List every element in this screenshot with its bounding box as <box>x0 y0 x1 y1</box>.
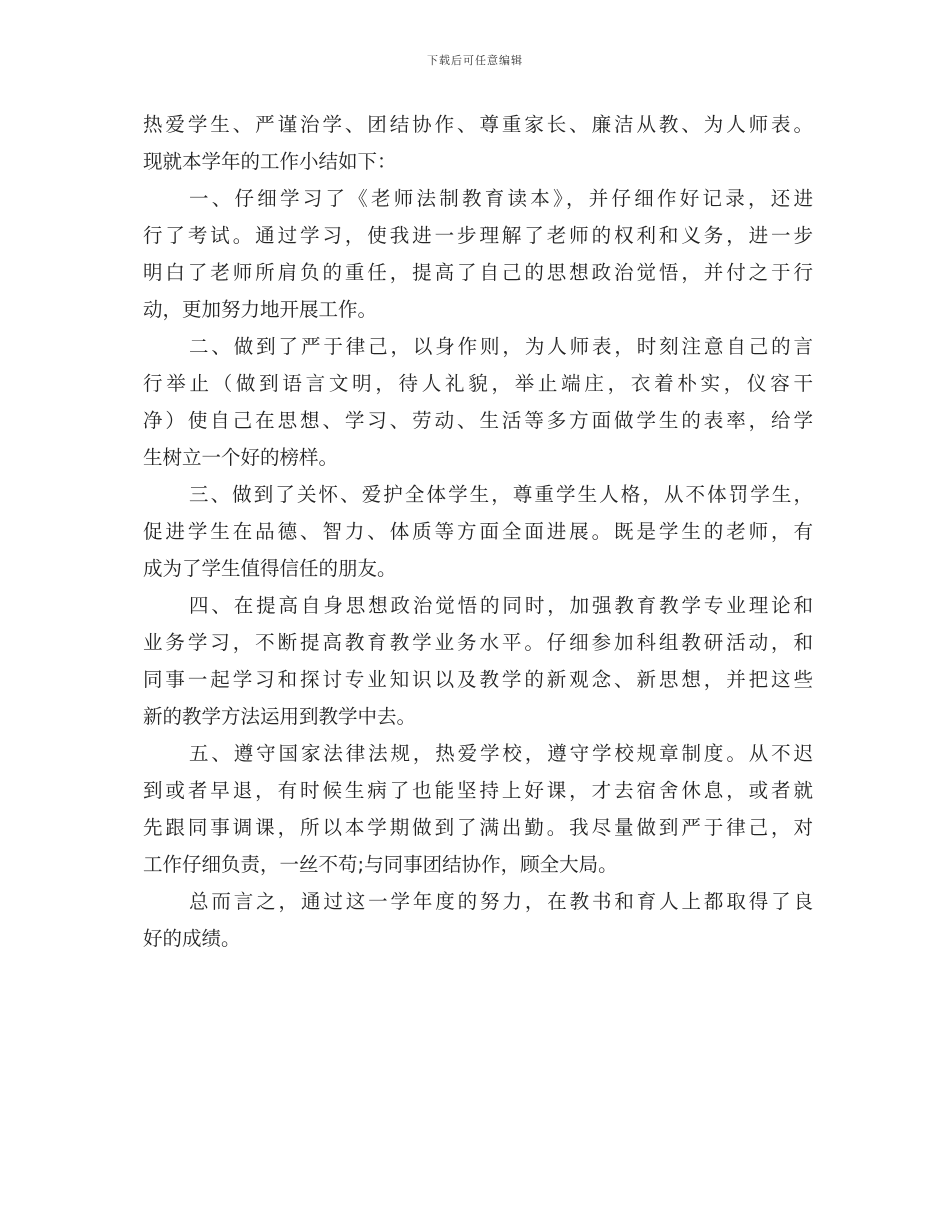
text-line: 三、做到了关怀、爱护全体学生，尊重学生人格，从不体罚学生， <box>189 483 813 506</box>
text-line: 同事一起学习和探讨专业知识以及教学的新观念、新思想，并把这些 <box>143 668 813 691</box>
text-line: 明白了老师所肩负的重任，提高了自己的思想政治觉悟，并付之于行 <box>143 261 813 284</box>
text-line: 生树立一个好的榜样。 <box>143 446 339 469</box>
text-line: 业务学习，不断提高教育教学业务水平。仔细参加科组教研活动，和 <box>143 631 813 654</box>
text-line: 五、遵守国家法律法规，热爱学校，遵守学校规章制度。从不迟 <box>189 742 813 765</box>
text-line: 先跟同事调课，所以本学期做到了满出勤。我尽量做到严于律己，对 <box>143 816 813 839</box>
text-line: 行了考试。通过学习，使我进一步理解了老师的权利和义务，进一步 <box>143 224 813 247</box>
text-line: 成为了学生值得信任的朋友。 <box>143 557 397 580</box>
text-line: 行举止（做到语言文明，待人礼貌，举止端庄，衣着朴实，仪容干 <box>143 372 813 395</box>
text-line: 好的成绩。 <box>143 927 241 950</box>
text-line: 动，更加努力地开展工作。 <box>143 298 378 321</box>
text-line: 四、在提高自身思想政治觉悟的同时，加强教育教学专业理论和 <box>189 594 813 617</box>
text-line: 促进学生在品德、智力、体质等方面全面进展。既是学生的老师，有 <box>143 520 813 543</box>
download-note: 下载后可任意编辑 <box>427 54 523 67</box>
text-line: 工作仔细负责，一丝不苟;与同事团结协作，顾全大局。 <box>143 853 618 876</box>
text-line: 总而言之，通过这一学年度的努力，在教书和育人上都取得了良 <box>189 890 813 913</box>
text-line: 到或者早退，有时候生病了也能坚持上好课，才去宿舍休息，或者就 <box>143 779 813 802</box>
text-line: 一、仔细学习了《老师法制教育读本》，并仔细作好记录，还进 <box>189 187 813 210</box>
text-line: 净）使自己在思想、学习、劳动、生活等多方面做学生的表率，给学 <box>143 409 813 432</box>
text-line: 新的教学方法运用到教学中去。 <box>143 705 417 728</box>
document-body <box>143 106 813 957</box>
text-line: 热爱学生、严谨治学、团结协作、尊重家长、廉洁从教、为人师表。 <box>143 113 813 136</box>
text-line: 现就本学年的工作小结如下： <box>143 150 397 173</box>
text-line: 二、做到了严于律己，以身作则，为人师表，时刻注意自己的言 <box>189 335 813 358</box>
